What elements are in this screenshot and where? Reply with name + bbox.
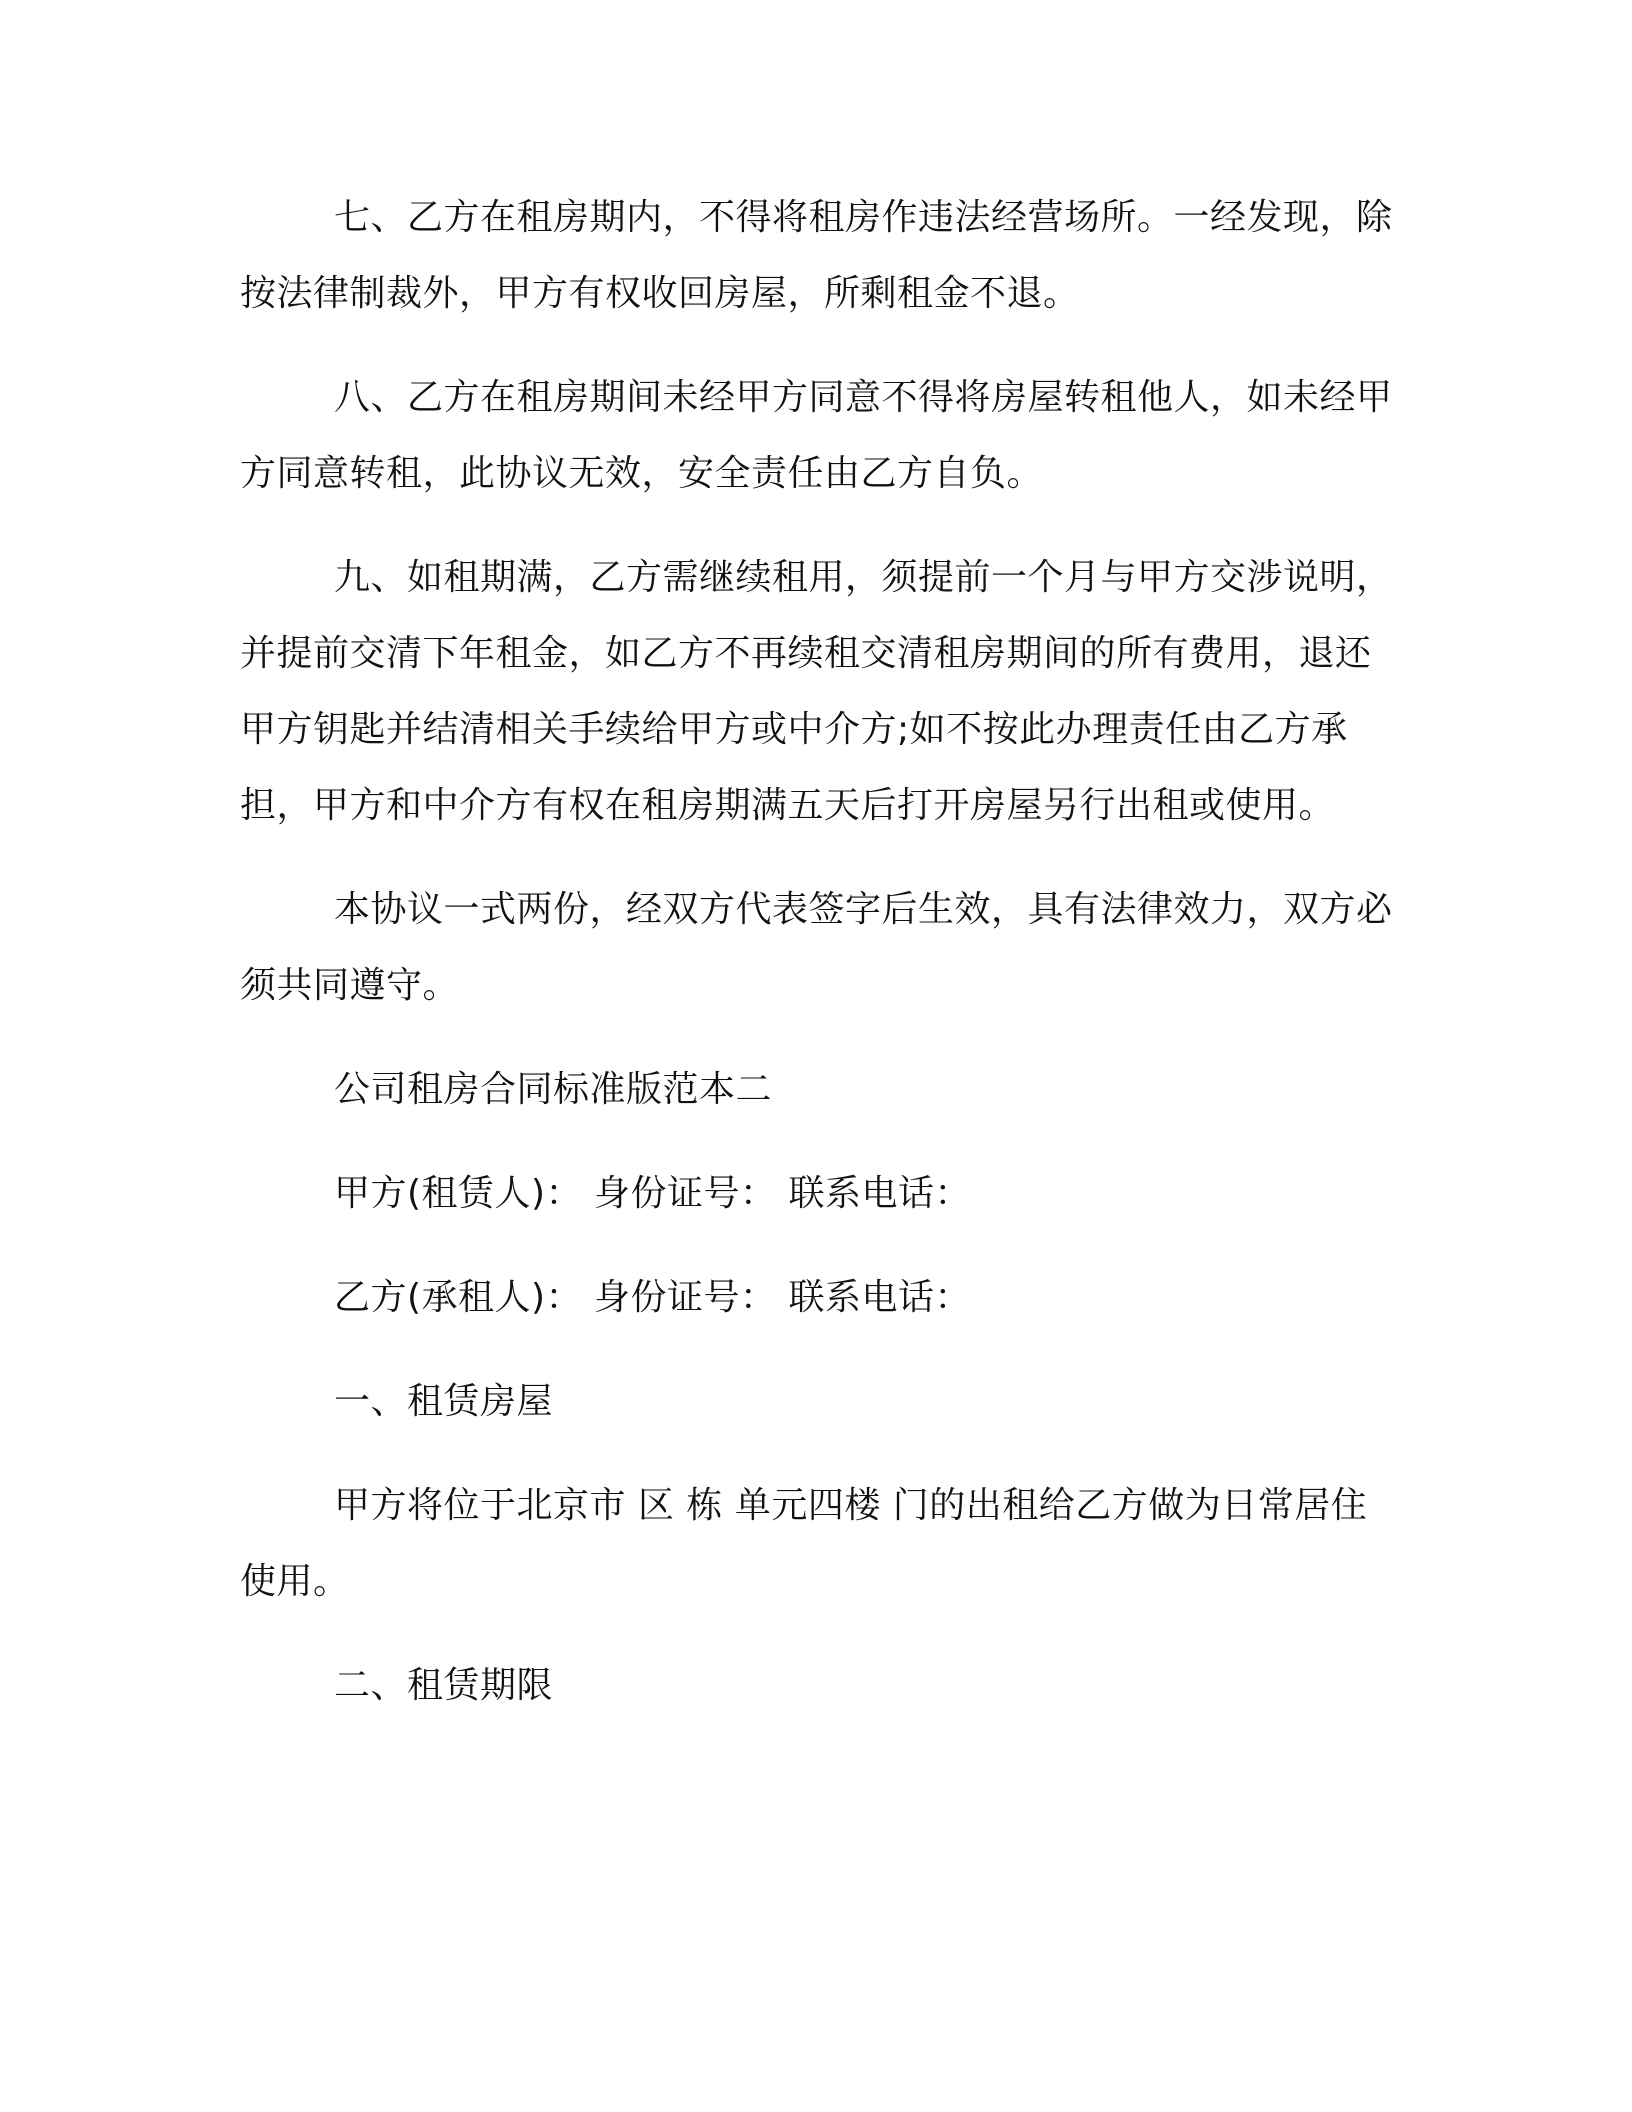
agreement-statement: 本协议一式两份，经双方代表签字后生效，具有法律效力，双方必须共同遵守。 — [240, 889, 1393, 1006]
party-b-line: 乙方(承租人)： 身份证号： 联系电话： — [334, 1277, 971, 1318]
property-description: 甲方将位于北京市 区 栋 单元四楼 门的出租给乙方做为日常居住使用。 — [240, 1485, 1368, 1602]
clause-nine: 九、如租期满，乙方需继续租用，须提前一个月与甲方交涉说明，并提前交清下年租金，如乙方不再续租交清租房期间的所有费用，退还甲方钥匙并结清相关手续给甲方或中介方;如不按此办理责任由乙方承担，甲方和中介方有权在租房期满五天后打开房屋另行出租或使用。 — [240, 557, 1393, 826]
party-a-line: 甲方(租赁人)： 身份证号： 联系电话： — [334, 1173, 971, 1214]
document-body — [240, 180, 1400, 1752]
heading-rental-property: 一、租赁房屋 — [334, 1381, 554, 1422]
clause-seven: 七、乙方在租房期内，不得将租房作违法经营场所。一经发现，除按法律制裁外，甲方有权收回房屋，所剩租金不退。 — [240, 197, 1393, 314]
clause-eight: 八、乙方在租房期间未经甲方同意不得将房屋转租他人，如未经甲方同意转租，此协议无效，安全责任由乙方自负。 — [240, 377, 1393, 494]
heading-rental-term: 二、租赁期限 — [334, 1665, 554, 1706]
section-title: 公司租房合同标准版范本二 — [334, 1069, 773, 1110]
